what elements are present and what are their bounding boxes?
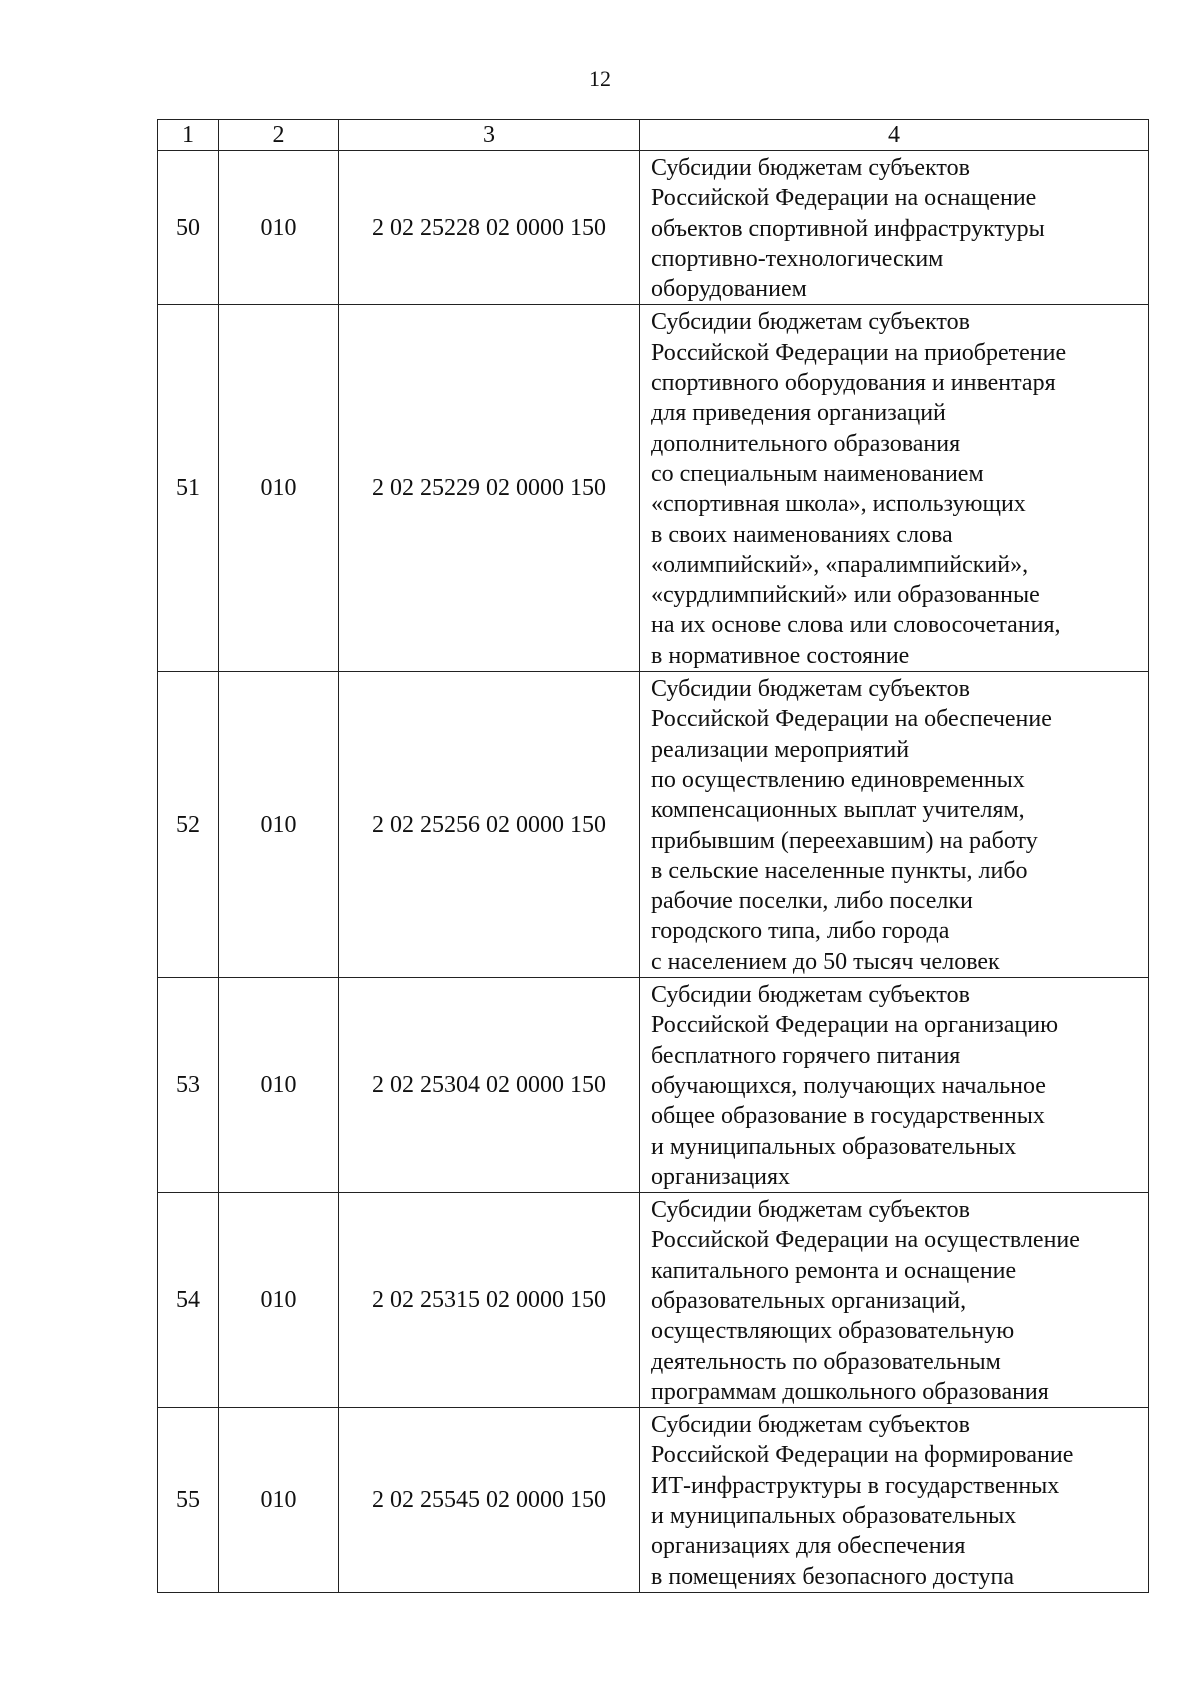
row-number: 50 xyxy=(158,151,219,305)
admin-code: 010 xyxy=(219,1193,339,1408)
budget-classification-code: 2 02 25228 02 0000 150 xyxy=(339,151,640,305)
row-number: 52 xyxy=(158,672,219,978)
admin-code: 010 xyxy=(219,1408,339,1593)
table-row xyxy=(158,305,1149,672)
income-description: Субсидии бюджетам субъектов Российской Федерации на формирование ИТ-инфраструктуры в государственных и муниципальных образовательных организациях для обеспечения в помещениях безопасного доступа xyxy=(640,1408,1149,1593)
admin-code: 010 xyxy=(219,672,339,978)
column-header-3: 3 xyxy=(339,120,640,151)
row-number: 54 xyxy=(158,1193,219,1408)
table-header-row xyxy=(158,120,1149,151)
row-number: 53 xyxy=(158,978,219,1193)
column-header-2: 2 xyxy=(219,120,339,151)
budget-classification-code: 2 02 25304 02 0000 150 xyxy=(339,978,640,1193)
row-number: 55 xyxy=(158,1408,219,1593)
page-number: 12 xyxy=(589,66,611,91)
budget-classification-code: 2 02 25315 02 0000 150 xyxy=(339,1193,640,1408)
table-row xyxy=(158,1193,1149,1408)
table-row xyxy=(158,672,1149,978)
income-description: Субсидии бюджетам субъектов Российской Федерации на осуществление капитального ремонта и оснащение образовательных организаций, осуществляющих образовательную деятельность по образовательным программам дошкольного образования xyxy=(640,1193,1149,1408)
income-description: Субсидии бюджетам субъектов Российской Федерации на организацию бесплатного горячего питания обучающихся, получающих начальное общее образование в государственных и муниципальных образовательных организациях xyxy=(640,978,1149,1193)
table-row xyxy=(158,978,1149,1193)
budget-classification-code: 2 02 25545 02 0000 150 xyxy=(339,1408,640,1593)
admin-code: 010 xyxy=(219,978,339,1193)
admin-code: 010 xyxy=(219,151,339,305)
table-row xyxy=(158,1408,1149,1593)
income-description: Субсидии бюджетам субъектов Российской Федерации на обеспечение реализации мероприятий по осуществлению единовременных компенсационных выплат учителям, прибывшим (переехавшим) на работу в сельские населенные пункты, либо рабочие поселки, либо поселки городского типа, либо города с населением до 50 тысяч человек xyxy=(640,672,1149,978)
column-header-4: 4 xyxy=(640,120,1149,151)
income-description: Субсидии бюджетам субъектов Российской Федерации на оснащение объектов спортивной инфраструктуры спортивно-технологическим оборудованием xyxy=(640,151,1149,305)
budget-classification-code: 2 02 25256 02 0000 150 xyxy=(339,672,640,978)
admin-code: 010 xyxy=(219,305,339,672)
budget-code-table xyxy=(157,119,1149,1593)
table-row xyxy=(158,151,1149,305)
row-number: 51 xyxy=(158,305,219,672)
income-description: Субсидии бюджетам субъектов Российской Федерации на приобретение спортивного оборудования и инвентаря для приведения организаций дополнительного образования со специальным наименованием «спортивная школа», использующих в своих наименованиях слова «олимпийский», «паралимпийский», «сурдлимпийский» или образованные на их основе слова или словосочетания, в нормативное состояние xyxy=(640,305,1149,672)
budget-classification-code: 2 02 25229 02 0000 150 xyxy=(339,305,640,672)
column-header-1: 1 xyxy=(158,120,219,151)
